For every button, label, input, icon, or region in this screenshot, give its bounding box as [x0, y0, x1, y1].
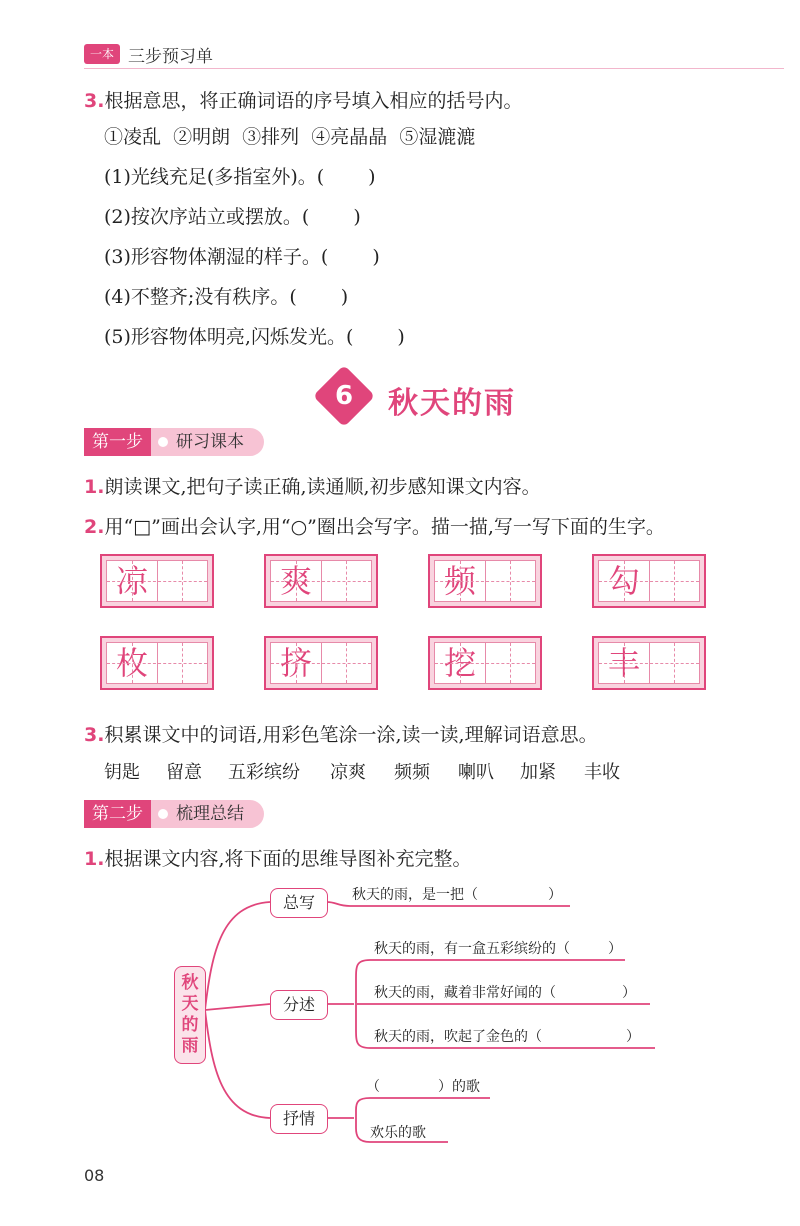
question-text: 根据课文内容,将下面的思维导图补充完整。: [104, 848, 472, 870]
question-number: 2.: [84, 516, 105, 538]
character: 频: [443, 562, 476, 600]
question-number: 3.: [84, 90, 105, 112]
brand-badge: 一本: [84, 44, 120, 64]
character: 枚: [115, 644, 148, 682]
question-text: 用“□”画出会认字,用“○”圈出会写字。描一描,写一写下面的生字。: [104, 516, 665, 538]
root-char: 秋: [181, 973, 199, 993]
detail-line-1: [374, 938, 622, 958]
question-number: 1.: [84, 476, 105, 498]
vocab-word[interactable]: 五彩缤纷: [228, 762, 300, 783]
lesson-number: 6: [334, 381, 354, 411]
step-name: 梳理总结: [176, 804, 244, 824]
vocab-word[interactable]: 凉爽: [330, 762, 366, 783]
character: 勾: [607, 562, 640, 600]
line-suffix: ）的歌: [438, 1079, 480, 1095]
line-text: （: [366, 1079, 380, 1095]
vocab-word[interactable]: 加紧: [520, 762, 556, 783]
item-text: (4)不整齐;没有秩序。(: [104, 286, 297, 308]
question-number: 1.: [84, 848, 105, 870]
step-label: 第一步: [84, 428, 151, 456]
vocab-word[interactable]: 喇叭: [458, 762, 494, 783]
character: 丰: [607, 644, 640, 682]
question-number: 3.: [84, 724, 105, 746]
paren-close: ): [368, 166, 376, 188]
root-char: 雨: [181, 1036, 199, 1056]
character: 挖: [443, 644, 476, 682]
branch-details: 分述: [270, 990, 328, 1020]
step-name: 研习课本: [176, 432, 244, 452]
root-char: 天: [181, 994, 199, 1014]
step-label: 第二步: [84, 800, 151, 828]
overview-line: [352, 884, 562, 904]
header-title: 三步预习单: [128, 47, 213, 67]
detail-line-2: [374, 982, 636, 1002]
detail-line-3: [374, 1026, 640, 1046]
line-text: 秋天的雨，藏着非常好闻的（: [374, 985, 556, 1001]
line-text: 秋天的雨，有一盒五彩缤纷的（: [374, 941, 570, 957]
paren-close: ）: [626, 1029, 640, 1045]
paren-close: ）: [548, 887, 562, 903]
paren-close: ): [397, 326, 405, 348]
paren-close: ）: [608, 941, 622, 957]
page-number: 08: [84, 1166, 105, 1185]
paren-close: ): [353, 206, 361, 228]
character: 凉: [115, 562, 148, 600]
mindmap-root: [174, 966, 206, 1064]
line-text: 秋天的雨，吹起了金色的（: [374, 1029, 542, 1045]
lesson-title: 秋天的雨: [388, 386, 516, 421]
vocab-word[interactable]: 频频: [394, 762, 430, 783]
emotion-line-2: 欢乐的歌: [370, 1125, 426, 1141]
paren-close: ): [372, 246, 380, 268]
branch-emotion: 抒情: [270, 1104, 328, 1134]
item-text: (5)形容物体明亮,闪烁发光。(: [104, 326, 354, 348]
line-text: 秋天的雨，是一把（: [352, 887, 478, 903]
question-text: 朗读课文,把句子读正确,读通顺,初步感知课文内容。: [104, 476, 541, 498]
character: 爽: [279, 562, 312, 600]
vocab-word[interactable]: 丰收: [584, 762, 620, 783]
vocab-word[interactable]: 留意: [166, 762, 202, 783]
item-text: (1)光线充足(多指室外)。(: [104, 166, 325, 188]
vocab-word[interactable]: 钥匙: [104, 762, 140, 783]
branch-overview: 总写: [270, 888, 328, 918]
item-text: (3)形容物体潮湿的样子。(: [104, 246, 329, 268]
paren-close: ): [340, 286, 349, 308]
root-char: 的: [181, 1015, 199, 1035]
item-text: (2)按次序站立或摆放。(: [104, 206, 310, 228]
word-options: ①凌乱 ②明朗 ③排列 ④亮晶晶 ⑤湿漉漉: [104, 126, 476, 148]
paren-close: ）: [622, 985, 636, 1001]
character: 挤: [279, 644, 312, 682]
question-text: 积累课文中的词语,用彩色笔涂一涂,读一读,理解词语意思。: [104, 724, 598, 746]
question-text: 根据意思，将正确词语的序号填入相应的括号内。: [104, 90, 523, 112]
emotion-line-1: [366, 1076, 480, 1096]
